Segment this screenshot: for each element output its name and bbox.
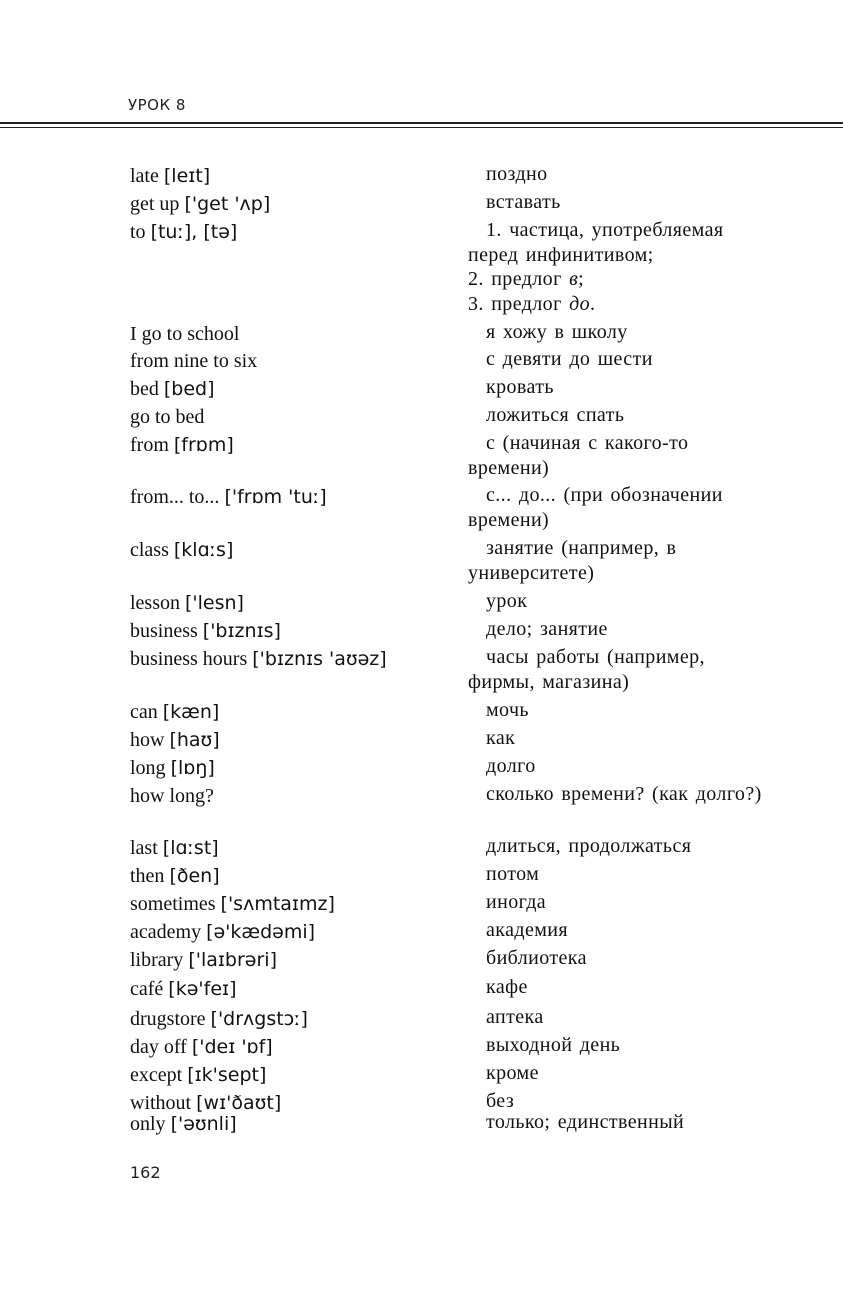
transcription: ['frɒm 'tuː]: [224, 486, 327, 508]
russian-translation: как: [486, 727, 516, 749]
english-term: how long?: [130, 785, 214, 807]
transcription: [klɑːs]: [173, 539, 234, 561]
english-term: go to bed: [130, 406, 205, 428]
russian-translation: долго: [486, 755, 536, 777]
english-term: except [ɪk'sept]: [130, 1064, 267, 1086]
transcription: [leɪt]: [163, 165, 211, 187]
russian-translation: с... до... (при обозначении времени): [468, 484, 723, 531]
transcription: ['lesn]: [185, 592, 244, 614]
transcription: [lɒŋ]: [170, 757, 215, 779]
transcription: ['əʊnli]: [170, 1113, 237, 1135]
transcription: ['bɪznɪs 'aʊəz]: [252, 648, 387, 670]
transcription: ['laɪbrəri]: [188, 949, 277, 971]
russian-translation: поздно: [486, 163, 548, 185]
english-term: day off ['deɪ 'ɒf]: [130, 1036, 273, 1058]
english-term: class [klɑːs]: [130, 539, 234, 561]
lesson-header: УРОК 8: [128, 96, 186, 114]
transcription: [ɪk'sept]: [187, 1064, 267, 1086]
english-term: last [lɑːst]: [130, 837, 219, 859]
russian-translation: с (начиная с какого-то времени): [468, 432, 689, 479]
english-term: from [frɒm]: [130, 434, 234, 456]
russian-translation: длиться, продолжаться: [486, 835, 692, 857]
russian-translation: урок: [486, 590, 528, 612]
russian-translation: академия: [486, 919, 568, 941]
russian-translation: вставать: [486, 191, 561, 213]
russian-translation: часы работы (например, фирмы, магазина): [468, 646, 705, 693]
transcription: ['deɪ 'ɒf]: [191, 1036, 273, 1058]
transcription: [kæn]: [162, 701, 220, 723]
russian-translation: без: [486, 1090, 515, 1112]
russian-translation: потом: [486, 863, 540, 885]
english-term: long [lɒŋ]: [130, 757, 215, 779]
transcription: ['sʌmtaɪmz]: [220, 893, 335, 915]
english-term: café [kə'feɪ]: [130, 978, 237, 1000]
russian-translation: только; единственный: [486, 1111, 685, 1133]
english-term: library ['laɪbrəri]: [130, 949, 277, 971]
english-term: bed [bed]: [130, 378, 215, 400]
russian-translation: я хожу в школу: [486, 321, 628, 343]
transcription: [ðen]: [169, 865, 220, 887]
russian-translation: аптека: [486, 1006, 544, 1028]
sense-3: 3. предлог до.: [468, 292, 596, 315]
english-term: without [wɪ'ðaʊt]: [130, 1092, 282, 1114]
english-term: from nine to six: [130, 350, 258, 372]
page-number: 162: [130, 1163, 161, 1182]
russian-translation: кафе: [486, 976, 528, 998]
english-term: business ['bɪznɪs]: [130, 620, 281, 642]
russian-translation: дело; занятие: [486, 618, 608, 640]
transcription: [wɪ'ðaʊt]: [196, 1092, 282, 1114]
english-term: lesson ['lesn]: [130, 592, 244, 614]
russian-translation: мочь: [486, 699, 529, 721]
english-term: only ['əʊnli]: [130, 1113, 237, 1135]
transcription: ['get 'ʌp]: [184, 193, 271, 215]
english-term: from... to... ['frɒm 'tuː]: [130, 486, 327, 508]
russian-translation: сколько времени? (как долго?): [486, 783, 762, 805]
english-term: business hours ['bɪznɪs 'aʊəz]: [130, 648, 387, 670]
transcription: [ə'kædəmi]: [206, 921, 316, 943]
english-term: how [haʊ]: [130, 729, 220, 751]
transcription: [kə'feɪ]: [168, 978, 237, 1000]
english-term: to [tuː], [tə]: [130, 221, 238, 243]
english-term: drugstore ['drʌgstɔː]: [130, 1008, 308, 1030]
english-term: sometimes ['sʌmtaɪmz]: [130, 893, 335, 915]
russian-translation: библиотека: [486, 947, 587, 969]
english-term: late [leɪt]: [130, 165, 211, 187]
english-term: academy [ə'kædəmi]: [130, 921, 316, 943]
english-term: get up ['get 'ʌp]: [130, 193, 271, 215]
russian-translation: 1. частица, употребляемая перед инфинитивом; 2. предлог в; 3. предлог до.: [468, 218, 768, 316]
russian-translation: кровать: [486, 376, 554, 398]
transcription: [frɒm]: [173, 434, 234, 456]
transcription: [tuː], [tə]: [150, 221, 238, 243]
transcription: [bed]: [163, 378, 215, 400]
russian-translation: иногда: [486, 891, 547, 913]
russian-translation: с девяти до шести: [486, 348, 653, 370]
russian-translation: занятие (например, в университете): [468, 537, 677, 584]
russian-translation: выходной день: [486, 1034, 621, 1056]
transcription: ['bɪznɪs]: [202, 620, 281, 642]
transcription: [lɑːst]: [162, 837, 219, 859]
english-term: then [ðen]: [130, 865, 220, 887]
english-term: I go to school: [130, 323, 240, 345]
english-term: can [kæn]: [130, 701, 220, 723]
sense-2: 2. предлог в;: [468, 268, 585, 290]
transcription: [haʊ]: [169, 729, 220, 751]
transcription: ['drʌgstɔː]: [210, 1008, 308, 1030]
russian-translation: ложиться спать: [486, 404, 625, 426]
russian-translation: кроме: [486, 1062, 539, 1084]
